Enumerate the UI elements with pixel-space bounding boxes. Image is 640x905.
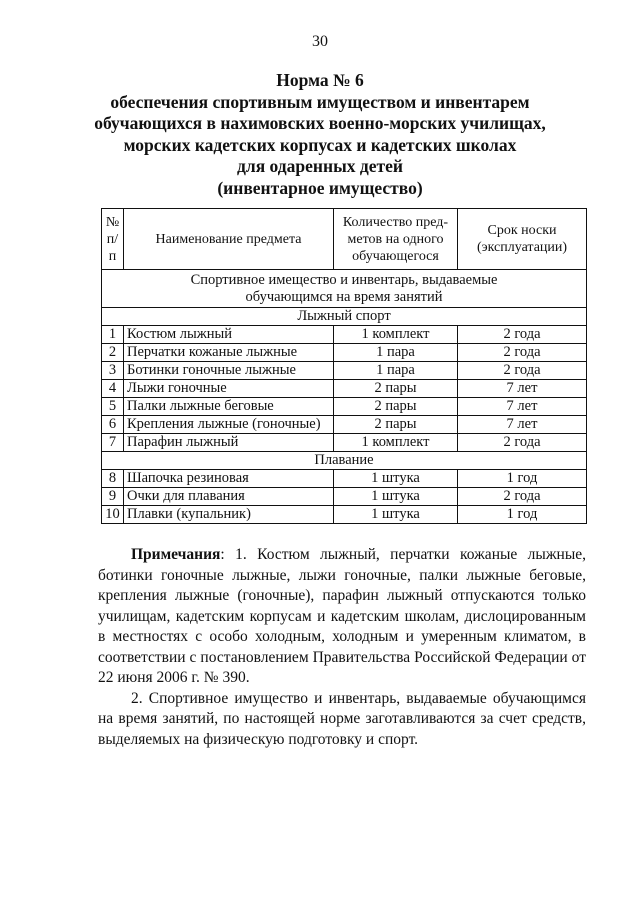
header-name: Наименование предмета [124,209,334,270]
table-row [102,344,587,362]
row-name: Парафин лыжный [124,434,334,452]
page-number: 30 [312,33,328,50]
group-header-row [102,452,587,470]
section-row [102,270,587,308]
table-row [102,398,587,416]
row-name: Перчатки кожаные лыжные [124,344,334,362]
header-term [458,209,587,270]
note-2: 2. Спортивное имущество и инвентарь, выдаваемые обучающимся на время занятий, по настоящей норме заготавливаются за счет средств, выделяемых на физическую подготовку и спорт. [98,689,586,748]
table-row [102,362,587,380]
row-num: 1 [102,326,124,344]
header-num-line: п/п [106,231,119,264]
row-term: 2 года [458,326,587,344]
row-term: 2 года [458,488,587,506]
row-term: 2 года [458,362,587,380]
title-line: для одаренных детей [237,156,403,176]
group-header-row [102,308,587,326]
row-qty: 1 пара [334,344,458,362]
row-qty: 2 пары [334,380,458,398]
row-num: 9 [102,488,124,506]
notes [98,545,586,750]
row-term: 2 года [458,434,587,452]
row-name: Костюм лыжный [124,326,334,344]
table-row [102,380,587,398]
group-title: Лыжный спорт [102,308,587,326]
row-qty: 1 пара [334,362,458,380]
header-term-line: Срок носки [487,223,557,238]
header-qty-line: Количество пред- [342,214,449,230]
row-name: Ботинки гоночные лыжные [124,362,334,380]
row-num: 3 [102,362,124,380]
section-title [102,270,587,308]
section-title-line: Спортивное имещество и инвентарь, выдаваемые [190,272,498,288]
row-qty: 2 пары [334,416,458,434]
note-1-text: : 1. Костюм лыжный, перчатки кожаные лыжные, ботинки гоночные лыжные, лыжи гоночные, палки лыжные беговые, крепления лыжные (гоночные), парафин лыжный отпускаются только училищам, кадетским корпусам и кадетским школам, дислоцированным в местностях с особо холодным, холодным и умеренным климатом, в соответствии с постановлением Правительства Российской Федерации от 22 июня 2006 г. № 390. [98,546,586,686]
row-num: 4 [102,380,124,398]
note-1 [98,545,586,689]
row-term: 7 лет [458,398,587,416]
row-name: Лыжи гоночные [124,380,334,398]
row-qty: 1 комплект [334,434,458,452]
row-term: 2 года [458,344,587,362]
header-num [102,209,124,270]
document-title [60,70,580,199]
header-num-line: № [105,214,120,230]
table-header-row [102,209,587,270]
title-line: морских кадетских корпусах и кадетских школах [123,134,517,155]
row-qty: 1 штука [334,506,458,524]
notes-lead: Примечания [131,546,221,563]
table-row [102,470,587,488]
title-heading: Норма № 6 [276,70,364,90]
row-name: Крепления лыжные (гоночные) [124,416,334,434]
row-num: 10 [102,506,124,524]
row-name: Плавки (купальник) [124,506,334,524]
header-qty [334,209,458,270]
row-qty: 2 пары [334,398,458,416]
table-row [102,326,587,344]
row-num: 5 [102,398,124,416]
row-num: 7 [102,434,124,452]
table-row [102,416,587,434]
row-num: 2 [102,344,124,362]
table-row [102,434,587,452]
header-qty-line: метов на одного [347,231,444,247]
norm-table [101,208,587,524]
title-line: обеспечения спортивным имуществом и инвентарем [110,91,530,112]
row-num: 8 [102,470,124,488]
title-line: обучающихся в нахимовских военно-морских училищах, [94,113,546,133]
section-title-line: обучающимся на время занятий [245,289,443,305]
row-term: 1 год [458,506,587,524]
table-row [102,506,587,524]
header-term-line: (эксплуатации) [476,240,568,255]
title-line: (инвентарное имущество) [217,177,423,198]
row-qty: 1 комплект [334,326,458,344]
row-num: 6 [102,416,124,434]
row-qty: 1 штука [334,488,458,506]
table-row [102,488,587,506]
row-term: 7 лет [458,416,587,434]
row-name: Шапочка резиновая [124,470,334,488]
group-title: Плавание [102,452,587,470]
header-qty-line: обучающегося [352,248,439,264]
row-qty: 1 штука [334,470,458,488]
row-name: Очки для плавания [124,488,334,506]
row-name: Палки лыжные беговые [124,398,334,416]
row-term: 7 лет [458,380,587,398]
row-term: 1 год [458,470,587,488]
